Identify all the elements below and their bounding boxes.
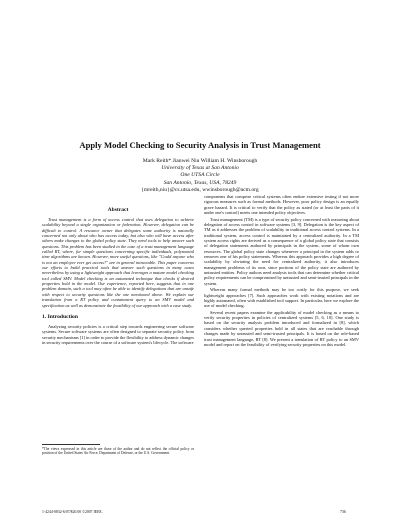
introduction-heading: 1. Introduction <box>42 313 78 320</box>
affiliation-line-2: One UTSA Circle <box>180 172 220 179</box>
right-column <box>204 194 359 348</box>
author-names: Mark Reith* Jianwei Niu William H. Winsborough <box>142 158 258 164</box>
introduction-text: Analyzing security policies is a critical step towards engineering secure software systems. Secure software systems are often designed to separate security policy from security mechanisms [1] in order to provide the flexibility to address dynamic changes in security requirements over the course of a software system's lifecycle. The software <box>42 323 194 345</box>
footnote-divider <box>42 444 100 445</box>
footnote-text: *The views expressed in this article are those of the author and do not reflect the official policy or position of the United States Air Force, Department of Defense, or the U.S. Government. <box>42 447 194 456</box>
left-column <box>42 207 194 346</box>
copyright-footer: 1-4244-0832-6/07/$20.00 ©2007 IEEE. <box>42 510 103 514</box>
body-paragraph: Trust management (TM) is a type of security policy concerned with reasoning about delegation of access control in software systems [3, 9]. Delegation is the key aspect of TM as it addresses the problem of scalability in traditional access control systems. In a traditional system, access control is maintained by a centralized authority. In a TM system access rights are derived as a consequence of a global policy state that consists of delegation statements authored by principals in the system, some of whom own resources. The global policy state changes whenever a principal in the system adds or removes one of his policy statements. Whereas this approach provides a high degree of scalability by obviating the need for centralized authority, it also introduces management problems of its own, since portions of the policy state are authored by untrusted entities. Policy authors need analysis tools that can determine whether critical policy requirements can be compromised by untrusted and semi-trusted principals in the system. <box>204 216 359 286</box>
abstract-text: Trust management is a form of access control that uses delegation to achieve scalability beyond a single organization or federation. However, delegation can be difficult to control. A resource owner that delegates some authority is naturally concerned not only about who has access today, but also who will have access after others make changes to the global policy state. They need tools to help answer such questions. This problem has been studied in the case of a trust management language called RT, where, for simple questions concerning specific individuals, polynomial time algorithms are known. However, more useful questions, like "Could anyone who is not an employee ever get access?" are in general intractable. This paper concerns our efforts to build practical tools that answer such questions in many cases nevertheless by using a lightweight approach that leverages a mature model checking tool called SMV. Model checking is an automated technique that checks if desired properties hold in the model. Our experience, reported here, suggests that in one problem domain, such a tool may often be able to identify delegations that are unsafe with respect to security questions like the one mentioned above. We explain our translation from a RT policy and containment query to an SMV model and specification as well as demonstrate the feasibility of our approach with a case study. <box>42 217 194 308</box>
abstract-heading: Abstract <box>107 207 129 213</box>
body-paragraph: Whereas many formal methods may be too costly for this purpose, we seek lightweight approaches [7]. Such approaches work with existing notations and are highly automated, often with established tool support. In particular, here we explore the use of model checking. <box>204 287 359 309</box>
body-paragraph: Several recent papers examine the applicability of model checking as a means to verify security properties in policies of centralized systems [5, 6, 10]. One study is based on the security analysis problem introduced and formalized in [8], which considers whether queried properties hold in all states that are reachable through changes made by untrusted and semi-trusted principals. It is based on the role-based trust management language, RT [8]. We present a translation of RT policy to an SMV model and report on the feasibility of verifying security properties on this model. <box>204 309 359 347</box>
affiliation-line-3: San Antonio, Texas, USA, 78249 <box>163 179 237 186</box>
affiliation-line-1: University of Texas at San Antonio <box>161 165 239 172</box>
author-emails: {mreith,niu}@cs.utsa.edu, wwinsborough@acm.org <box>141 186 259 193</box>
page-number: 736 <box>340 510 346 514</box>
author-block <box>40 158 360 194</box>
paper-title: Apply Model Checking to Security Analysis in Trust Management <box>79 140 321 150</box>
body-paragraph: components that comprise critical systems often endure extensive testing if not more rigorous measures such as formal methods. However, poor policy design is an equally grave hazard. It is critical to verify that the policy as stated (or at least the parts of it under one's control) meets one intended policy objectives. <box>204 194 359 216</box>
